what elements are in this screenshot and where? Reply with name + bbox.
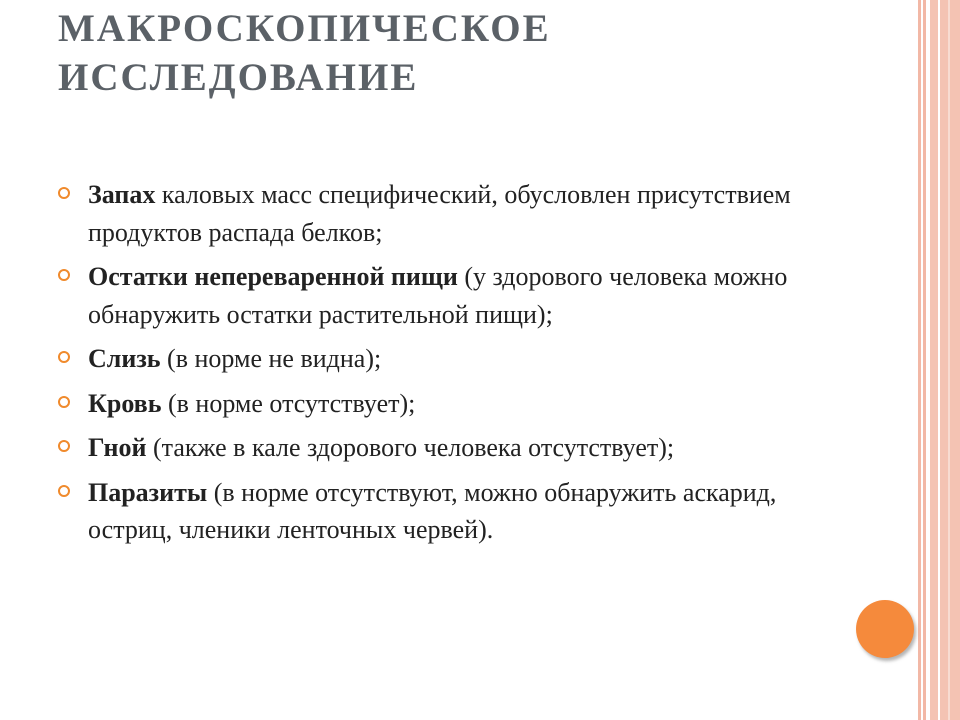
bullet-list <box>58 176 828 556</box>
decorative-stripe <box>918 0 921 720</box>
bullet-text: (также в кале здорового человека отсутствует); <box>146 433 675 462</box>
bullet-text: (у здорового человека можно обнаружить остатки растительной пищи); <box>88 262 788 329</box>
bullet-marker-icon <box>58 396 70 408</box>
bullet-item-pus <box>58 429 828 467</box>
bullet-term: Гной <box>88 433 147 462</box>
bullet-marker-icon <box>58 440 70 452</box>
bullet-term: Слизь <box>88 344 161 373</box>
slide-title-line-2: ИССЛЕДОВАНИЕ <box>58 56 419 99</box>
bullet-text: каловых масс специфический, обусловлен присутствием продуктов распада белков; <box>88 180 791 247</box>
slide-title <box>58 4 818 102</box>
bullet-term: Остатки непереваренной пищи <box>88 262 458 291</box>
slide-title-line-1: МАКРОСКОПИЧЕСКОЕ <box>58 7 551 50</box>
bullet-item-parasites <box>58 474 828 549</box>
bullet-marker-icon <box>58 485 70 497</box>
bullet-text: (в норме не видна); <box>160 344 382 373</box>
bullet-text: (в норме отсутствует); <box>161 388 416 418</box>
bullet-term: Кровь <box>88 388 162 418</box>
bullet-item-mucus <box>58 340 828 378</box>
bullet-item-undigested-food <box>58 258 828 333</box>
decorative-circle <box>856 600 914 658</box>
bullet-item-blood <box>58 385 828 423</box>
decorative-stripe <box>948 0 950 720</box>
decorative-stripe <box>930 0 938 720</box>
bullet-marker-icon <box>58 269 70 281</box>
bullet-term: Запах <box>88 180 156 209</box>
bullet-item-smell <box>58 176 828 251</box>
bullet-term: Паразиты <box>88 477 208 507</box>
bullet-text: (в норме отсутствуют, можно обнаружить аскарид, остриц, членики ленточных червей). <box>88 477 777 544</box>
decorative-stripe <box>923 0 926 720</box>
bullet-marker-icon <box>58 187 70 199</box>
bullet-marker-icon <box>58 351 70 363</box>
decorative-stripe <box>940 0 960 720</box>
